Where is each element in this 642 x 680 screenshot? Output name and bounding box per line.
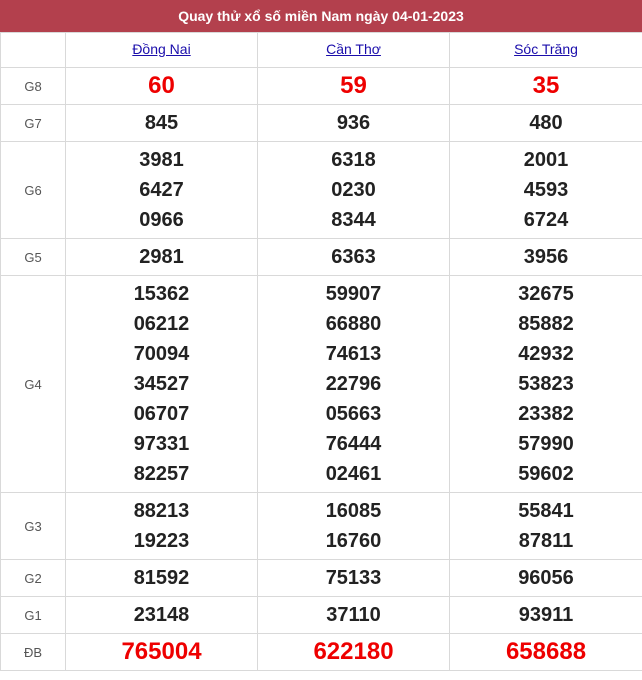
result-number: 622180 (313, 638, 394, 665)
result-cell (66, 276, 258, 493)
results-body (1, 68, 642, 671)
result-cell (258, 105, 450, 142)
result-cell (66, 560, 258, 597)
result-number: 0230 (331, 179, 376, 201)
prize-row-g1 (1, 597, 642, 634)
result-number: 82257 (133, 463, 190, 485)
result-number: 66880 (325, 313, 382, 335)
prize-row-đb (1, 634, 642, 671)
result-cell (258, 68, 450, 105)
province-link-can-tho[interactable]: Cần Thơ (326, 41, 381, 57)
result-number: 75133 (325, 567, 382, 589)
prize-row-g3 (1, 493, 642, 560)
result-number: 76444 (325, 433, 382, 455)
result-number: 936 (336, 112, 371, 134)
prize-label: ĐB (1, 634, 66, 671)
result-number: 0966 (139, 209, 184, 231)
result-number: 15362 (133, 283, 190, 305)
results-table (0, 32, 642, 671)
prize-row-g8 (1, 68, 642, 105)
result-cell (66, 142, 258, 239)
result-cell (450, 239, 642, 276)
result-number: 59 (340, 72, 367, 99)
result-number: 81592 (133, 567, 190, 589)
result-number: 19223 (133, 530, 190, 552)
prize-row-g2 (1, 560, 642, 597)
result-number: 97331 (133, 433, 190, 455)
result-cell (258, 597, 450, 634)
prize-label: G6 (1, 142, 66, 239)
result-cell (66, 68, 258, 105)
result-number: 06212 (133, 313, 190, 335)
prize-label: G2 (1, 560, 66, 597)
result-number: 22796 (325, 373, 382, 395)
result-number: 765004 (121, 638, 202, 665)
result-cell (450, 142, 642, 239)
result-cell (450, 597, 642, 634)
result-number: 6427 (139, 179, 184, 201)
result-cell (66, 239, 258, 276)
result-cell (258, 239, 450, 276)
province-link-dong-nai[interactable]: Đồng Nai (132, 41, 191, 57)
province-header-dong-nai (66, 33, 258, 68)
result-number: 6363 (331, 246, 376, 268)
result-number: 05663 (325, 403, 382, 425)
result-number: 57990 (518, 433, 574, 455)
result-number: 480 (529, 112, 563, 134)
prize-row-g7 (1, 105, 642, 142)
prize-row-g5 (1, 239, 642, 276)
result-number: 88213 (133, 500, 190, 522)
result-cell (258, 493, 450, 560)
result-number: 70094 (133, 343, 190, 365)
prize-label: G4 (1, 276, 66, 493)
result-number: 23148 (133, 604, 190, 626)
result-cell (450, 634, 642, 671)
prize-label: G1 (1, 597, 66, 634)
result-number: 6724 (523, 209, 569, 231)
result-number: 658688 (505, 638, 587, 665)
prize-label: G5 (1, 239, 66, 276)
prize-label: G8 (1, 68, 66, 105)
result-number: 06707 (133, 403, 190, 425)
result-number: 96056 (518, 567, 574, 589)
result-number: 3981 (139, 149, 184, 171)
result-number: 16085 (325, 500, 382, 522)
province-link-soc-trang[interactable]: Sóc Trăng (514, 41, 578, 57)
result-number: 845 (144, 112, 179, 134)
result-number: 42932 (518, 343, 574, 365)
result-cell (450, 276, 642, 493)
result-cell (66, 493, 258, 560)
result-number: 55841 (518, 500, 574, 522)
result-number: 53823 (518, 373, 574, 395)
province-header-can-tho (258, 33, 450, 68)
result-number: 93911 (518, 604, 574, 626)
result-number: 23382 (518, 403, 574, 425)
result-cell (450, 493, 642, 560)
prize-header-cell (1, 33, 66, 68)
prize-label: G7 (1, 105, 66, 142)
result-number: 87811 (518, 530, 574, 552)
result-number: 2981 (139, 246, 184, 268)
result-number: 3956 (523, 246, 569, 268)
page-title: Quay thử xổ số miền Nam ngày 04-01-2023 (0, 0, 642, 32)
result-cell (450, 68, 642, 105)
result-number: 85882 (518, 313, 574, 335)
result-number: 34527 (133, 373, 190, 395)
result-cell (258, 142, 450, 239)
result-number: 8344 (331, 209, 376, 231)
result-number: 37110 (326, 604, 381, 626)
result-cell (258, 634, 450, 671)
result-number: 60 (148, 72, 175, 99)
result-cell (258, 276, 450, 493)
result-cell (258, 560, 450, 597)
result-number: 74613 (325, 343, 382, 365)
result-number: 59907 (325, 283, 382, 305)
result-number: 32675 (518, 283, 574, 305)
result-cell (450, 105, 642, 142)
prize-label: G3 (1, 493, 66, 560)
result-number: 6318 (331, 149, 376, 171)
result-cell (66, 597, 258, 634)
result-cell (66, 634, 258, 671)
result-cell (66, 105, 258, 142)
result-number: 35 (532, 72, 560, 99)
result-number: 4593 (523, 179, 569, 201)
result-number: 59602 (518, 463, 574, 485)
result-number: 16760 (325, 530, 382, 552)
result-number: 2001 (523, 149, 569, 171)
result-number: 02461 (325, 463, 382, 485)
result-cell (450, 560, 642, 597)
prize-row-g4 (1, 276, 642, 493)
province-header-soc-trang (450, 33, 642, 68)
prize-row-g6 (1, 142, 642, 239)
province-header-row (1, 33, 642, 68)
